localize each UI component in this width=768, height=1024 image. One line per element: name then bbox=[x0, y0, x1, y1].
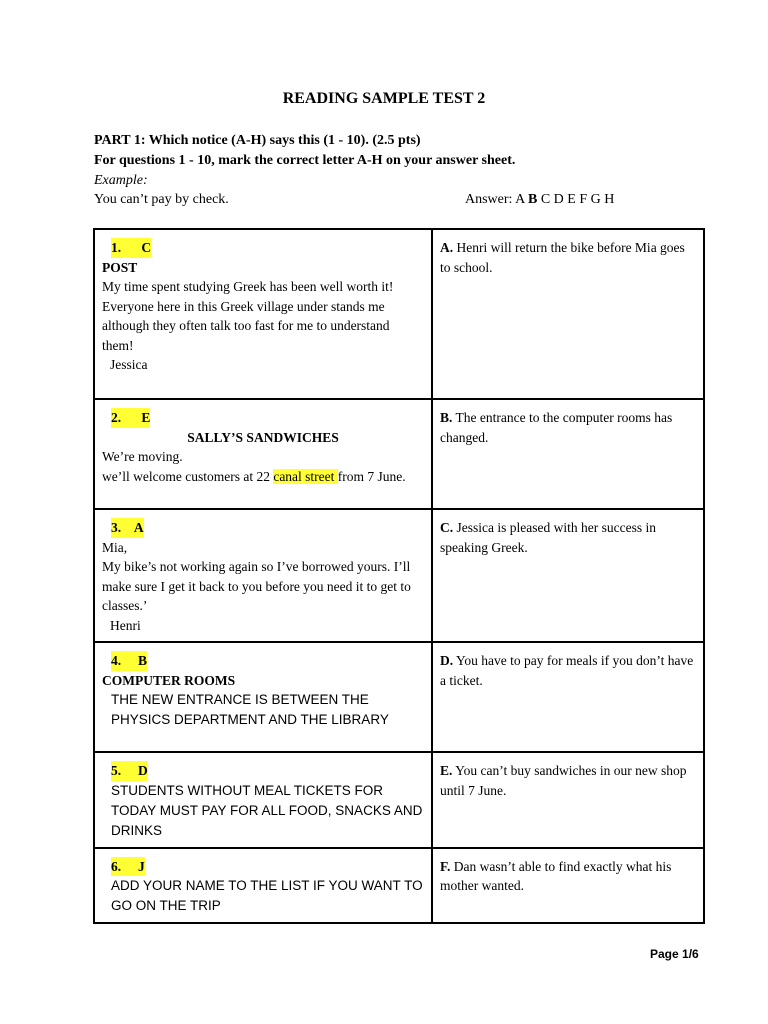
option-cell bbox=[432, 229, 704, 399]
notice-cell bbox=[94, 399, 432, 509]
notice-caps-text: STUDENTS WITHOUT MEAL TICKETS FOR TODAY MUST PAY FOR ALL FOOD, SNACKS AND DRINKS bbox=[111, 782, 423, 838]
answer-bold: B bbox=[528, 192, 538, 207]
example-answer bbox=[465, 192, 614, 208]
notice-cell bbox=[94, 509, 432, 642]
option-text: You have to pay for meals if you don’t have a ticket. bbox=[440, 653, 694, 688]
option-cell bbox=[432, 399, 704, 509]
question-number: 3. A bbox=[111, 518, 144, 538]
question-number: 2. E bbox=[111, 408, 150, 428]
notice-cell bbox=[94, 229, 432, 399]
notice-line: My time spent studying Greek has been well worth it! bbox=[102, 279, 394, 294]
notice-line: We’re moving. bbox=[102, 449, 183, 464]
option-cell bbox=[432, 848, 704, 924]
page-title: READING SAMPLE TEST 2 bbox=[282, 90, 486, 107]
answer-suffix: C D E F G H bbox=[537, 192, 615, 207]
notice-line: Everyone here in this Greek village under stands me although they often talk too fast for me to understand them! bbox=[102, 298, 390, 353]
option-letter: F. bbox=[440, 858, 451, 874]
answer-prefix: Answer: A bbox=[465, 192, 528, 207]
instruction-text: For questions 1 - 10, mark the correct letter A-H on your answer sheet. bbox=[94, 153, 516, 168]
option-letter: A. bbox=[440, 240, 454, 255]
notice-text: from 7 June. bbox=[337, 468, 406, 484]
notice-heading: SALLY’S SANDWICHES bbox=[187, 429, 339, 445]
option-text: The entrance to the computer rooms has changed. bbox=[440, 410, 673, 445]
option-text: Henri will return the bike before Mia goes to school. bbox=[440, 240, 685, 275]
notice-cell bbox=[94, 752, 432, 848]
notice-signature: Jessica bbox=[110, 357, 148, 372]
notice-cell bbox=[94, 642, 432, 752]
table-row bbox=[94, 229, 704, 399]
option-letter: C. bbox=[440, 520, 454, 535]
page-number: Page 1/6 bbox=[650, 947, 699, 961]
table-row bbox=[94, 399, 704, 509]
option-letter: B. bbox=[440, 410, 453, 425]
question-number: 4. B bbox=[111, 651, 147, 671]
option-letter: E. bbox=[440, 763, 453, 778]
notice-line: My bike’s not working again so I’ve borrowed yours. I’ll make sure I get it back to you before you need it to get to classes.’ bbox=[102, 559, 411, 613]
question-number: 5. D bbox=[111, 761, 148, 781]
notice-line: Mia, bbox=[102, 539, 128, 555]
part-heading: PART 1: Which notice (A-H) says this (1 - 10). (2.5 pts) bbox=[94, 133, 421, 148]
notice-text: we’ll welcome customers at 22 bbox=[102, 468, 274, 484]
option-text: You can’t buy sandwiches in our new shop until 7 June. bbox=[440, 763, 687, 798]
notice-heading: POST bbox=[102, 259, 138, 275]
notice-cell bbox=[94, 848, 432, 924]
notice-caps-text: THE NEW ENTRANCE IS BETWEEN THE PHYSICS DEPARTMENT AND THE LIBRARY bbox=[111, 692, 389, 727]
question-number: 6. J bbox=[111, 857, 145, 877]
option-cell bbox=[432, 752, 704, 848]
table-row bbox=[94, 509, 704, 642]
option-cell bbox=[432, 509, 704, 642]
option-text: Jessica is pleased with her success in speaking Greek. bbox=[440, 520, 656, 555]
table-row bbox=[94, 642, 704, 752]
notice-caps-text: ADD YOUR NAME TO THE LIST IF YOU WANT TO GO ON THE TRIP bbox=[111, 878, 423, 913]
notice-line bbox=[102, 467, 424, 487]
example-label: Example: bbox=[94, 173, 148, 188]
table-row bbox=[94, 752, 704, 848]
highlighted-text: canal street bbox=[273, 468, 338, 484]
option-letter: D. bbox=[440, 653, 454, 668]
notice-heading: COMPUTER ROOMS bbox=[102, 672, 236, 688]
table-row bbox=[94, 848, 704, 924]
question-number: 1. C bbox=[111, 238, 151, 258]
option-text: Dan wasn’t able to find exactly what his mother wanted. bbox=[440, 858, 672, 893]
notice-table bbox=[93, 228, 705, 924]
notice-signature: Henri bbox=[110, 617, 141, 633]
option-cell bbox=[432, 642, 704, 752]
example-text: You can’t pay by check. bbox=[94, 192, 229, 207]
